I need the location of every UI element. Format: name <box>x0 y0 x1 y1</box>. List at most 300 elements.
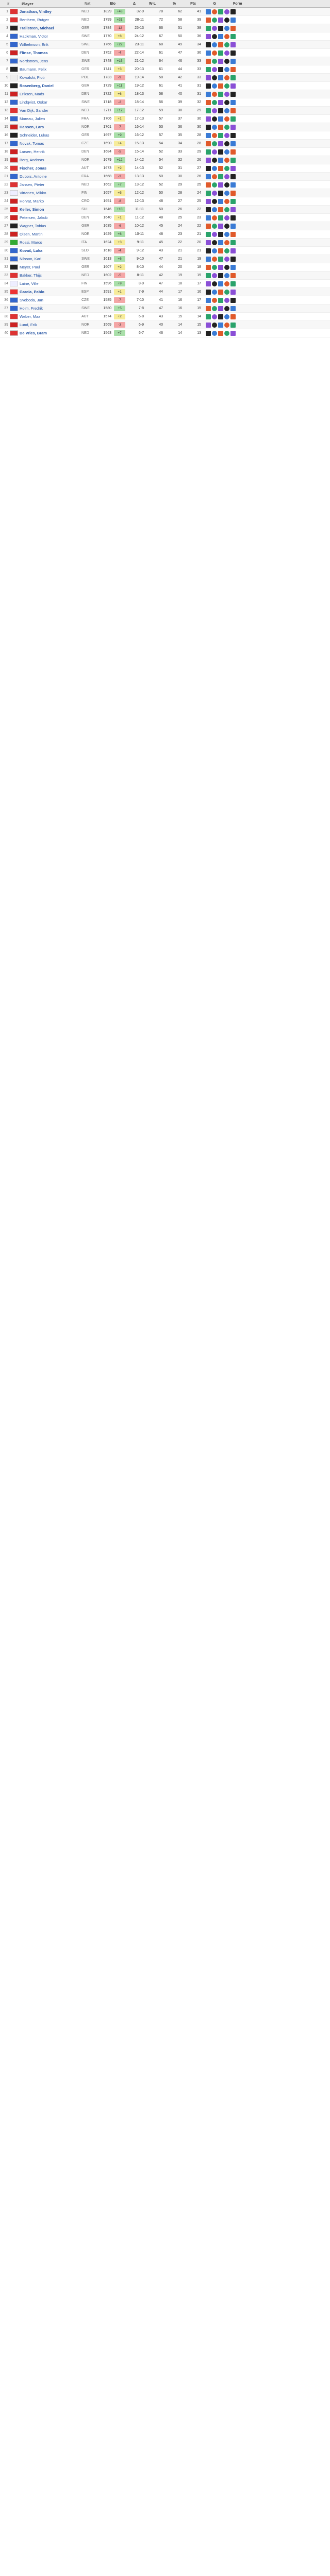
table-row[interactable] <box>0 222 330 230</box>
form-result-icon[interactable] <box>230 224 236 229</box>
form-result-icon[interactable] <box>224 34 229 39</box>
player-name-link[interactable]: Trailsteen, Michael <box>20 26 54 30</box>
form-result-icon[interactable] <box>224 331 229 336</box>
player-name-link[interactable]: Nordström, Jens <box>20 59 48 63</box>
header-elo[interactable]: Elo <box>110 2 116 6</box>
table-row[interactable] <box>0 329 330 337</box>
player-name-link[interactable]: Lindqvist, Oskar <box>20 100 47 105</box>
form-result-icon[interactable] <box>224 125 229 130</box>
form-result-icon[interactable] <box>224 182 229 188</box>
form-result-icon[interactable] <box>206 207 211 212</box>
form-result-icon[interactable] <box>224 59 229 64</box>
form-result-icon[interactable] <box>218 34 223 39</box>
player-name-link[interactable]: Kowalski, Piotr <box>20 75 45 80</box>
form-result-icon[interactable] <box>206 26 211 31</box>
form-result-icon[interactable] <box>212 75 217 80</box>
player-name-link[interactable]: Eriksen, Mads <box>20 92 44 96</box>
form-result-icon[interactable] <box>224 100 229 105</box>
form-result-icon[interactable] <box>230 207 236 212</box>
form-result-icon[interactable] <box>224 141 229 146</box>
form-result-icon[interactable] <box>212 215 217 221</box>
form-result-icon[interactable] <box>230 182 236 188</box>
rank-cell: 9 <box>6 76 8 79</box>
table-row[interactable] <box>0 41 330 49</box>
form-result-icon[interactable] <box>230 232 236 237</box>
form-result-icon[interactable] <box>218 9 223 14</box>
player-name-link[interactable]: Novak, Tomas <box>20 141 44 146</box>
header-delta[interactable]: Δ <box>133 2 136 6</box>
form-result-icon[interactable] <box>230 141 236 146</box>
form-result-icon[interactable] <box>224 166 229 171</box>
form-result-icon[interactable] <box>230 34 236 39</box>
player-name-link[interactable]: Dubois, Antoine <box>20 174 47 179</box>
form-result-icon[interactable] <box>218 116 223 122</box>
form-result-icon[interactable] <box>212 133 217 138</box>
table-row[interactable] <box>0 49 330 57</box>
form-result-icon[interactable] <box>218 182 223 188</box>
form-result-icon[interactable] <box>230 166 236 171</box>
flag-icon <box>10 50 18 56</box>
form-result-icon[interactable] <box>230 75 236 80</box>
form-result-icon[interactable] <box>218 215 223 221</box>
table-row[interactable] <box>0 189 330 197</box>
form-result-icon[interactable] <box>230 199 236 204</box>
player-name-link[interactable]: Bakker, Thijs <box>20 273 42 278</box>
form-result-icon[interactable] <box>224 273 229 278</box>
form-result-icon[interactable] <box>230 191 236 196</box>
form-result-icon[interactable] <box>224 306 229 311</box>
table-row[interactable] <box>0 313 330 321</box>
form-result-icon[interactable] <box>218 306 223 311</box>
table-row[interactable] <box>0 321 330 329</box>
form-result-icon[interactable] <box>212 306 217 311</box>
table-row[interactable] <box>0 239 330 247</box>
form-result-icon[interactable] <box>224 232 229 237</box>
form-result-icon[interactable] <box>206 50 211 56</box>
table-row[interactable] <box>0 32 330 41</box>
form-result-icon[interactable] <box>224 257 229 262</box>
form-result-icon[interactable] <box>218 240 223 245</box>
form-result-icon[interactable] <box>230 248 236 253</box>
table-row[interactable] <box>0 206 330 214</box>
header-player[interactable]: Player <box>22 1 34 6</box>
player-name-link[interactable]: Wagner, Tobias <box>20 224 46 228</box>
form-result-icon[interactable] <box>218 141 223 146</box>
form-result-icon[interactable] <box>206 265 211 270</box>
form-result-icon[interactable] <box>206 323 211 328</box>
form-result-icon[interactable] <box>206 9 211 14</box>
form-result-icon[interactable] <box>212 314 217 319</box>
player-name-link[interactable]: Schneider, Lukas <box>20 133 50 138</box>
form-result-icon[interactable] <box>212 67 217 72</box>
form-result-icon[interactable] <box>206 199 211 204</box>
header-pct[interactable]: % <box>172 2 176 6</box>
form-result-icon[interactable] <box>230 265 236 270</box>
player-name-link[interactable]: Lund, Erik <box>20 323 37 327</box>
form-result-icon[interactable] <box>230 174 236 179</box>
form-result-icon[interactable] <box>206 133 211 138</box>
table-row[interactable] <box>0 98 330 107</box>
form-result-icon[interactable] <box>218 125 223 130</box>
form-result-icon[interactable] <box>218 331 223 336</box>
table-row[interactable] <box>0 140 330 148</box>
table-row[interactable] <box>0 272 330 280</box>
form-result-icon[interactable] <box>212 281 217 286</box>
form-result-icon[interactable] <box>206 290 211 295</box>
player-name-link[interactable]: Jonathan, Vintley <box>20 9 52 14</box>
form-result-icon[interactable] <box>230 281 236 286</box>
form-result-icon[interactable] <box>212 265 217 270</box>
player-name-link[interactable]: Berg, Andreas <box>20 158 44 162</box>
table-row[interactable] <box>0 123 330 131</box>
form-result-icon[interactable] <box>212 191 217 196</box>
form-result-icon[interactable] <box>230 240 236 245</box>
form-result-icon[interactable] <box>212 141 217 146</box>
form-result-icon[interactable] <box>218 199 223 204</box>
player-name-link[interactable]: Jansen, Pieter <box>20 182 44 187</box>
form-result-icon[interactable] <box>206 273 211 278</box>
form-result-icon[interactable] <box>206 166 211 171</box>
player-name-link[interactable]: Meyer, Paul <box>20 265 40 269</box>
form-result-icon[interactable] <box>206 331 211 336</box>
form-result-icon[interactable] <box>224 314 229 319</box>
form-result-icon[interactable] <box>224 191 229 196</box>
form-result-icon[interactable] <box>206 18 211 23</box>
form-result-icon[interactable] <box>206 149 211 155</box>
form-result-icon[interactable] <box>218 75 223 80</box>
player-name-link[interactable]: De Vries, Bram <box>20 331 47 335</box>
form-result-icon[interactable] <box>224 224 229 229</box>
form-result-icon[interactable] <box>206 314 211 319</box>
form-result-icon[interactable] <box>206 158 211 163</box>
form-icons <box>206 116 236 122</box>
form-result-icon[interactable] <box>206 75 211 80</box>
table-row[interactable] <box>0 57 330 65</box>
form-result-icon[interactable] <box>224 281 229 286</box>
form-result-icon[interactable] <box>224 149 229 155</box>
form-result-icon[interactable] <box>206 116 211 122</box>
form-result-icon[interactable] <box>218 224 223 229</box>
form-result-icon[interactable] <box>212 182 217 188</box>
form-result-icon[interactable] <box>230 273 236 278</box>
form-result-icon[interactable] <box>212 149 217 155</box>
form-result-icon[interactable] <box>206 174 211 179</box>
form-result-icon[interactable] <box>212 100 217 105</box>
player-name-link[interactable]: Fischer, Jonas <box>20 166 47 171</box>
player-name-link[interactable]: Weber, Max <box>20 314 40 319</box>
pct-cell: 47 <box>159 307 163 310</box>
player-name-link[interactable]: Rossi, Marco <box>20 240 42 245</box>
form-result-icon[interactable] <box>218 18 223 23</box>
form-result-icon[interactable] <box>218 257 223 262</box>
table-row[interactable] <box>0 304 330 313</box>
form-result-icon[interactable] <box>212 257 217 262</box>
form-result-icon[interactable] <box>224 75 229 80</box>
form-result-icon[interactable] <box>230 92 236 97</box>
form-result-icon[interactable] <box>212 108 217 113</box>
form-result-icon[interactable] <box>230 42 236 47</box>
form-result-icon[interactable] <box>224 290 229 295</box>
form-result-icon[interactable] <box>206 141 211 146</box>
form-result-icon[interactable] <box>230 26 236 31</box>
form-result-icon[interactable] <box>218 166 223 171</box>
form-result-icon[interactable] <box>218 59 223 64</box>
table-row[interactable] <box>0 82 330 90</box>
form-result-icon[interactable] <box>212 83 217 89</box>
form-result-icon[interactable] <box>218 158 223 163</box>
form-result-icon[interactable] <box>212 26 217 31</box>
player-name-link[interactable]: Hackman, Victor <box>20 34 48 39</box>
form-result-icon[interactable] <box>218 207 223 212</box>
form-result-icon[interactable] <box>230 331 236 336</box>
form-result-icon[interactable] <box>206 215 211 221</box>
form-result-icon[interactable] <box>224 18 229 23</box>
form-result-icon[interactable] <box>218 133 223 138</box>
form-result-icon[interactable] <box>218 50 223 56</box>
form-result-icon[interactable] <box>212 116 217 122</box>
form-result-icon[interactable] <box>212 125 217 130</box>
form-result-icon[interactable] <box>224 92 229 97</box>
form-result-icon[interactable] <box>230 158 236 163</box>
table-row[interactable] <box>0 296 330 304</box>
form-result-icon[interactable] <box>218 42 223 47</box>
form-result-icon[interactable] <box>230 108 236 113</box>
form-result-icon[interactable] <box>212 174 217 179</box>
table-row[interactable] <box>0 156 330 164</box>
form-result-icon[interactable] <box>206 298 211 303</box>
form-result-icon[interactable] <box>206 34 211 39</box>
form-result-icon[interactable] <box>230 323 236 328</box>
table-row[interactable] <box>0 230 330 239</box>
form-result-icon[interactable] <box>218 92 223 97</box>
form-result-icon[interactable] <box>224 240 229 245</box>
form-result-icon[interactable] <box>224 9 229 14</box>
form-result-icon[interactable] <box>224 83 229 89</box>
form-result-icon[interactable] <box>212 298 217 303</box>
header-wl[interactable]: W-L <box>148 2 156 6</box>
form-result-icon[interactable] <box>206 83 211 89</box>
form-result-icon[interactable] <box>230 306 236 311</box>
form-result-icon[interactable] <box>218 100 223 105</box>
form-result-icon[interactable] <box>212 232 217 237</box>
form-result-icon[interactable] <box>212 248 217 253</box>
form-result-icon[interactable] <box>212 290 217 295</box>
form-result-icon[interactable] <box>212 240 217 245</box>
table-row[interactable] <box>0 173 330 181</box>
form-result-icon[interactable] <box>224 248 229 253</box>
form-result-icon[interactable] <box>230 257 236 262</box>
table-row[interactable] <box>0 107 330 115</box>
form-result-icon[interactable] <box>224 133 229 138</box>
form-result-icon[interactable] <box>230 290 236 295</box>
form-result-icon[interactable] <box>224 26 229 31</box>
form-result-icon[interactable] <box>218 232 223 237</box>
form-result-icon[interactable] <box>230 215 236 221</box>
table-row[interactable] <box>0 24 330 32</box>
player-name-link[interactable]: Baumann, Felix <box>20 67 47 72</box>
table-row[interactable] <box>0 263 330 272</box>
pts-cell: 14 <box>178 323 182 327</box>
form-result-icon[interactable] <box>218 26 223 31</box>
form-result-icon[interactable] <box>224 323 229 328</box>
form-result-icon[interactable] <box>224 215 229 221</box>
form-result-icon[interactable] <box>218 67 223 72</box>
form-result-icon[interactable] <box>230 298 236 303</box>
form-result-icon[interactable] <box>218 108 223 113</box>
form-result-icon[interactable] <box>212 42 217 47</box>
flag-icon <box>10 141 18 146</box>
player-name-link[interactable]: Hansen, Lars <box>20 125 44 129</box>
form-result-icon[interactable] <box>224 158 229 163</box>
form-result-icon[interactable] <box>230 67 236 72</box>
table-row[interactable] <box>0 197 330 206</box>
form-result-icon[interactable] <box>218 273 223 278</box>
player-name-link[interactable]: Benthem, Rutger <box>20 18 49 22</box>
pts-cell: 29 <box>178 183 182 187</box>
form-result-icon[interactable] <box>230 149 236 155</box>
form-result-icon[interactable] <box>206 67 211 72</box>
header-rank[interactable]: # <box>7 2 9 6</box>
player-name-link[interactable]: Moreau, Julien <box>20 116 45 121</box>
player-name-link[interactable]: Keller, Simon <box>20 207 44 212</box>
form-result-icon[interactable] <box>224 108 229 113</box>
table-row[interactable] <box>0 288 330 296</box>
header-pts[interactable]: Pts <box>190 2 196 6</box>
form-result-icon[interactable] <box>230 133 236 138</box>
form-result-icon[interactable] <box>218 83 223 89</box>
form-result-icon[interactable] <box>206 182 211 188</box>
table-row[interactable] <box>0 65 330 74</box>
form-result-icon[interactable] <box>206 306 211 311</box>
form-result-icon[interactable] <box>218 298 223 303</box>
table-row[interactable] <box>0 247 330 255</box>
player-name-link[interactable]: Petersen, Jakob <box>20 215 48 220</box>
form-result-icon[interactable] <box>230 116 236 122</box>
form-result-icon[interactable] <box>206 248 211 253</box>
form-result-icon[interactable] <box>230 9 236 14</box>
form-result-icon[interactable] <box>206 191 211 196</box>
player-name-link[interactable]: Kovač, Luka <box>20 248 43 253</box>
form-result-icon[interactable] <box>230 83 236 89</box>
form-result-icon[interactable] <box>212 34 217 39</box>
table-row[interactable] <box>0 74 330 82</box>
form-result-icon[interactable] <box>224 116 229 122</box>
table-row[interactable] <box>0 280 330 288</box>
form-result-icon[interactable] <box>212 59 217 64</box>
table-row[interactable] <box>0 131 330 140</box>
form-result-icon[interactable] <box>212 9 217 14</box>
header-form[interactable]: Form <box>233 2 242 6</box>
form-result-icon[interactable] <box>206 125 211 130</box>
form-result-icon[interactable] <box>206 224 211 229</box>
flag-icon <box>10 281 18 286</box>
player-name-link[interactable]: Flinse, Thomas <box>20 50 48 55</box>
table-row[interactable] <box>0 8 330 16</box>
player-name-link[interactable]: Garcia, Pablo <box>20 290 44 294</box>
form-result-icon[interactable] <box>212 50 217 56</box>
form-result-icon[interactable] <box>212 207 217 212</box>
form-result-icon[interactable] <box>206 92 211 97</box>
form-result-icon[interactable] <box>212 92 217 97</box>
form-result-icon[interactable] <box>224 265 229 270</box>
table-row[interactable] <box>0 90 330 98</box>
form-result-icon[interactable] <box>230 314 236 319</box>
form-result-icon[interactable] <box>212 331 217 336</box>
form-result-icon[interactable] <box>218 314 223 319</box>
form-result-icon[interactable] <box>212 18 217 23</box>
form-result-icon[interactable] <box>206 257 211 262</box>
table-row[interactable] <box>0 115 330 123</box>
pts-cell: 19 <box>178 274 182 277</box>
form-result-icon[interactable] <box>218 290 223 295</box>
player-name-link[interactable]: Van Dijk, Sander <box>20 108 48 113</box>
form-result-icon[interactable] <box>224 298 229 303</box>
form-result-icon[interactable] <box>230 125 236 130</box>
player-name-link[interactable]: Holm, Fredrik <box>20 306 43 311</box>
form-result-icon[interactable] <box>224 174 229 179</box>
form-result-icon[interactable] <box>224 199 229 204</box>
player-name-link[interactable]: Horvat, Marko <box>20 199 44 204</box>
header-nat[interactable]: Nat <box>85 2 91 6</box>
table-row[interactable] <box>0 181 330 189</box>
player-name-link[interactable]: Wilhelmson, Erik <box>20 42 48 47</box>
form-result-icon[interactable] <box>230 100 236 105</box>
form-result-icon[interactable] <box>218 191 223 196</box>
player-name-link[interactable]: Virtanen, Mikko <box>20 191 46 195</box>
form-result-icon[interactable] <box>212 158 217 163</box>
player-name-link[interactable]: Svoboda, Jan <box>20 298 43 302</box>
table-row[interactable] <box>0 164 330 173</box>
form-result-icon[interactable] <box>218 248 223 253</box>
form-result-icon[interactable] <box>206 108 211 113</box>
form-result-icon[interactable] <box>224 67 229 72</box>
form-result-icon[interactable] <box>206 100 211 105</box>
player-name-link[interactable]: Olsen, Martin <box>20 232 43 236</box>
player-name-link[interactable]: Laine, Ville <box>20 281 39 286</box>
player-name-link[interactable]: Rosenberg, Daniel <box>20 83 54 88</box>
form-result-icon[interactable] <box>230 18 236 23</box>
table-row[interactable] <box>0 255 330 263</box>
form-result-icon[interactable] <box>224 42 229 47</box>
player-name-link[interactable]: Larsen, Henrik <box>20 149 45 154</box>
form-result-icon[interactable] <box>206 281 211 286</box>
form-result-icon[interactable] <box>218 149 223 155</box>
form-result-icon[interactable] <box>212 273 217 278</box>
table-row[interactable] <box>0 16 330 24</box>
form-result-icon[interactable] <box>212 224 217 229</box>
header-games[interactable]: G <box>213 2 216 6</box>
form-result-icon[interactable] <box>218 265 223 270</box>
form-result-icon[interactable] <box>230 50 236 56</box>
form-result-icon[interactable] <box>212 323 217 328</box>
form-result-icon[interactable] <box>206 240 211 245</box>
form-result-icon[interactable] <box>218 174 223 179</box>
form-result-icon[interactable] <box>212 166 217 171</box>
form-result-icon[interactable] <box>212 199 217 204</box>
player-name-link[interactable]: Nilsson, Karl <box>20 257 42 261</box>
form-result-icon[interactable] <box>224 207 229 212</box>
form-result-icon[interactable] <box>218 323 223 328</box>
form-result-icon[interactable] <box>224 50 229 56</box>
table-row[interactable] <box>0 148 330 156</box>
form-result-icon[interactable] <box>230 59 236 64</box>
form-result-icon[interactable] <box>206 42 211 47</box>
form-result-icon[interactable] <box>218 281 223 286</box>
table-row[interactable] <box>0 214 330 222</box>
form-result-icon[interactable] <box>206 232 211 237</box>
form-result-icon[interactable] <box>206 59 211 64</box>
pts-cell: 21 <box>178 249 182 252</box>
